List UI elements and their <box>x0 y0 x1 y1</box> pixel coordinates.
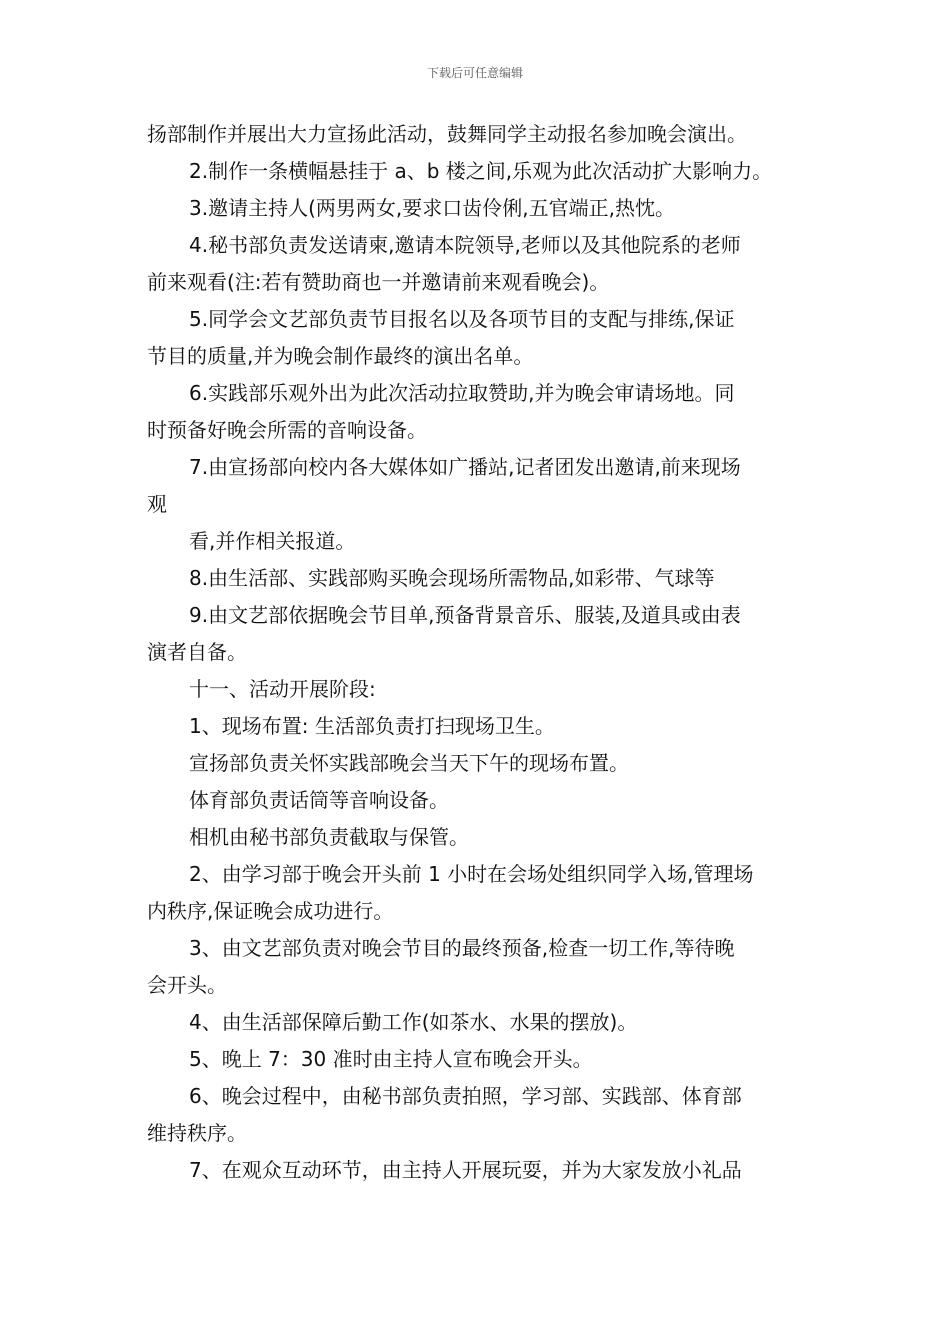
paragraph-line: 5、晚上 7：30 准时由主持人宣布晚会开头。 <box>189 1047 593 1071</box>
paragraph-line: 2、由学习部于晚会开头前 1 小时在会场处组织同学入场,管理场 <box>189 862 754 886</box>
paragraph-line: 扬部制作并展出大力宣扬此活动，鼓舞同学主动报名参加晚会演出。 <box>147 122 747 146</box>
paragraph-line: 十一、活动开展阶段: <box>189 677 376 701</box>
paragraph-line: 看,并作相关报道。 <box>189 529 356 553</box>
paragraph-line: 体育部负责话筒等音响设备。 <box>189 788 449 812</box>
paragraph-line: 4.秘书部负责发送请柬,邀请本院领导,老师以及其他院系的老师 <box>189 233 741 257</box>
paragraph-line: 7、在观众互动环节，由主持人开展玩耍，并为大家发放小礼品 <box>189 1158 742 1182</box>
paragraph-line: 演者自备。 <box>147 640 247 664</box>
paragraph-line: 宣扬部负责关怀实践部晚会当天下午的现场布置。 <box>189 751 629 775</box>
paragraph-line: 2.制作一条横幅悬挂于 a、b 楼之间,乐观为此次活动扩大影响力。 <box>189 159 773 183</box>
paragraph-line: 8.由生活部、实践部购买晚会现场所需物品,如彩带、气球等 <box>189 566 715 590</box>
paragraph-line: 1、现场布置: 生活部负责打扫现场卫生。 <box>189 714 555 738</box>
paragraph-line: 前来观看(注:若有赞助商也一并邀请前来观看晚会)。 <box>147 270 610 294</box>
paragraph-line: 6.实践部乐观外出为此次活动拉取赞助,并为晚会审请场地。同 <box>189 381 735 405</box>
paragraph-line: 6、晚会过程中，由秘书部负责拍照，学习部、实践部、体育部 <box>189 1084 742 1108</box>
document-body <box>147 116 819 1189</box>
paragraph-line: 会开头。 <box>147 973 227 997</box>
paragraph-line: 维持秩序。 <box>147 1121 247 1145</box>
page-header: 下载后可任意编辑 <box>426 66 523 80</box>
paragraph-line: 7.由宣扬部向校内各大媒体如广播站,记者团发出邀请,前来现场 <box>189 455 741 479</box>
paragraph-line: 3.邀请主持人(两男两女,要求口齿伶俐,五官端正,热忱。 <box>189 196 675 220</box>
paragraph-line: 相机由秘书部负责截取与保管。 <box>189 825 469 849</box>
paragraph-line: 4、由生活部保障后勤工作(如茶水、水果的摆放)。 <box>189 1010 638 1034</box>
paragraph-line: 时预备好晚会所需的音响设备。 <box>147 418 427 442</box>
paragraph-line: 节目的质量,并为晚会制作最终的演出名单。 <box>147 344 534 368</box>
paragraph-line: 5.同学会文艺部负责节目报名以及各项节目的支配与排练,保证 <box>189 307 735 331</box>
paragraph-line: 3、由文艺部负责对晚会节目的最终预备,检查一切工作,等待晚 <box>189 936 735 960</box>
paragraph-line: 观 <box>147 492 167 516</box>
paragraph-line: 内秩序,保证晚会成功进行。 <box>147 899 394 923</box>
paragraph-line: 9.由文艺部依据晚会节目单,预备背景音乐、服装,及道具或由表 <box>189 603 741 627</box>
